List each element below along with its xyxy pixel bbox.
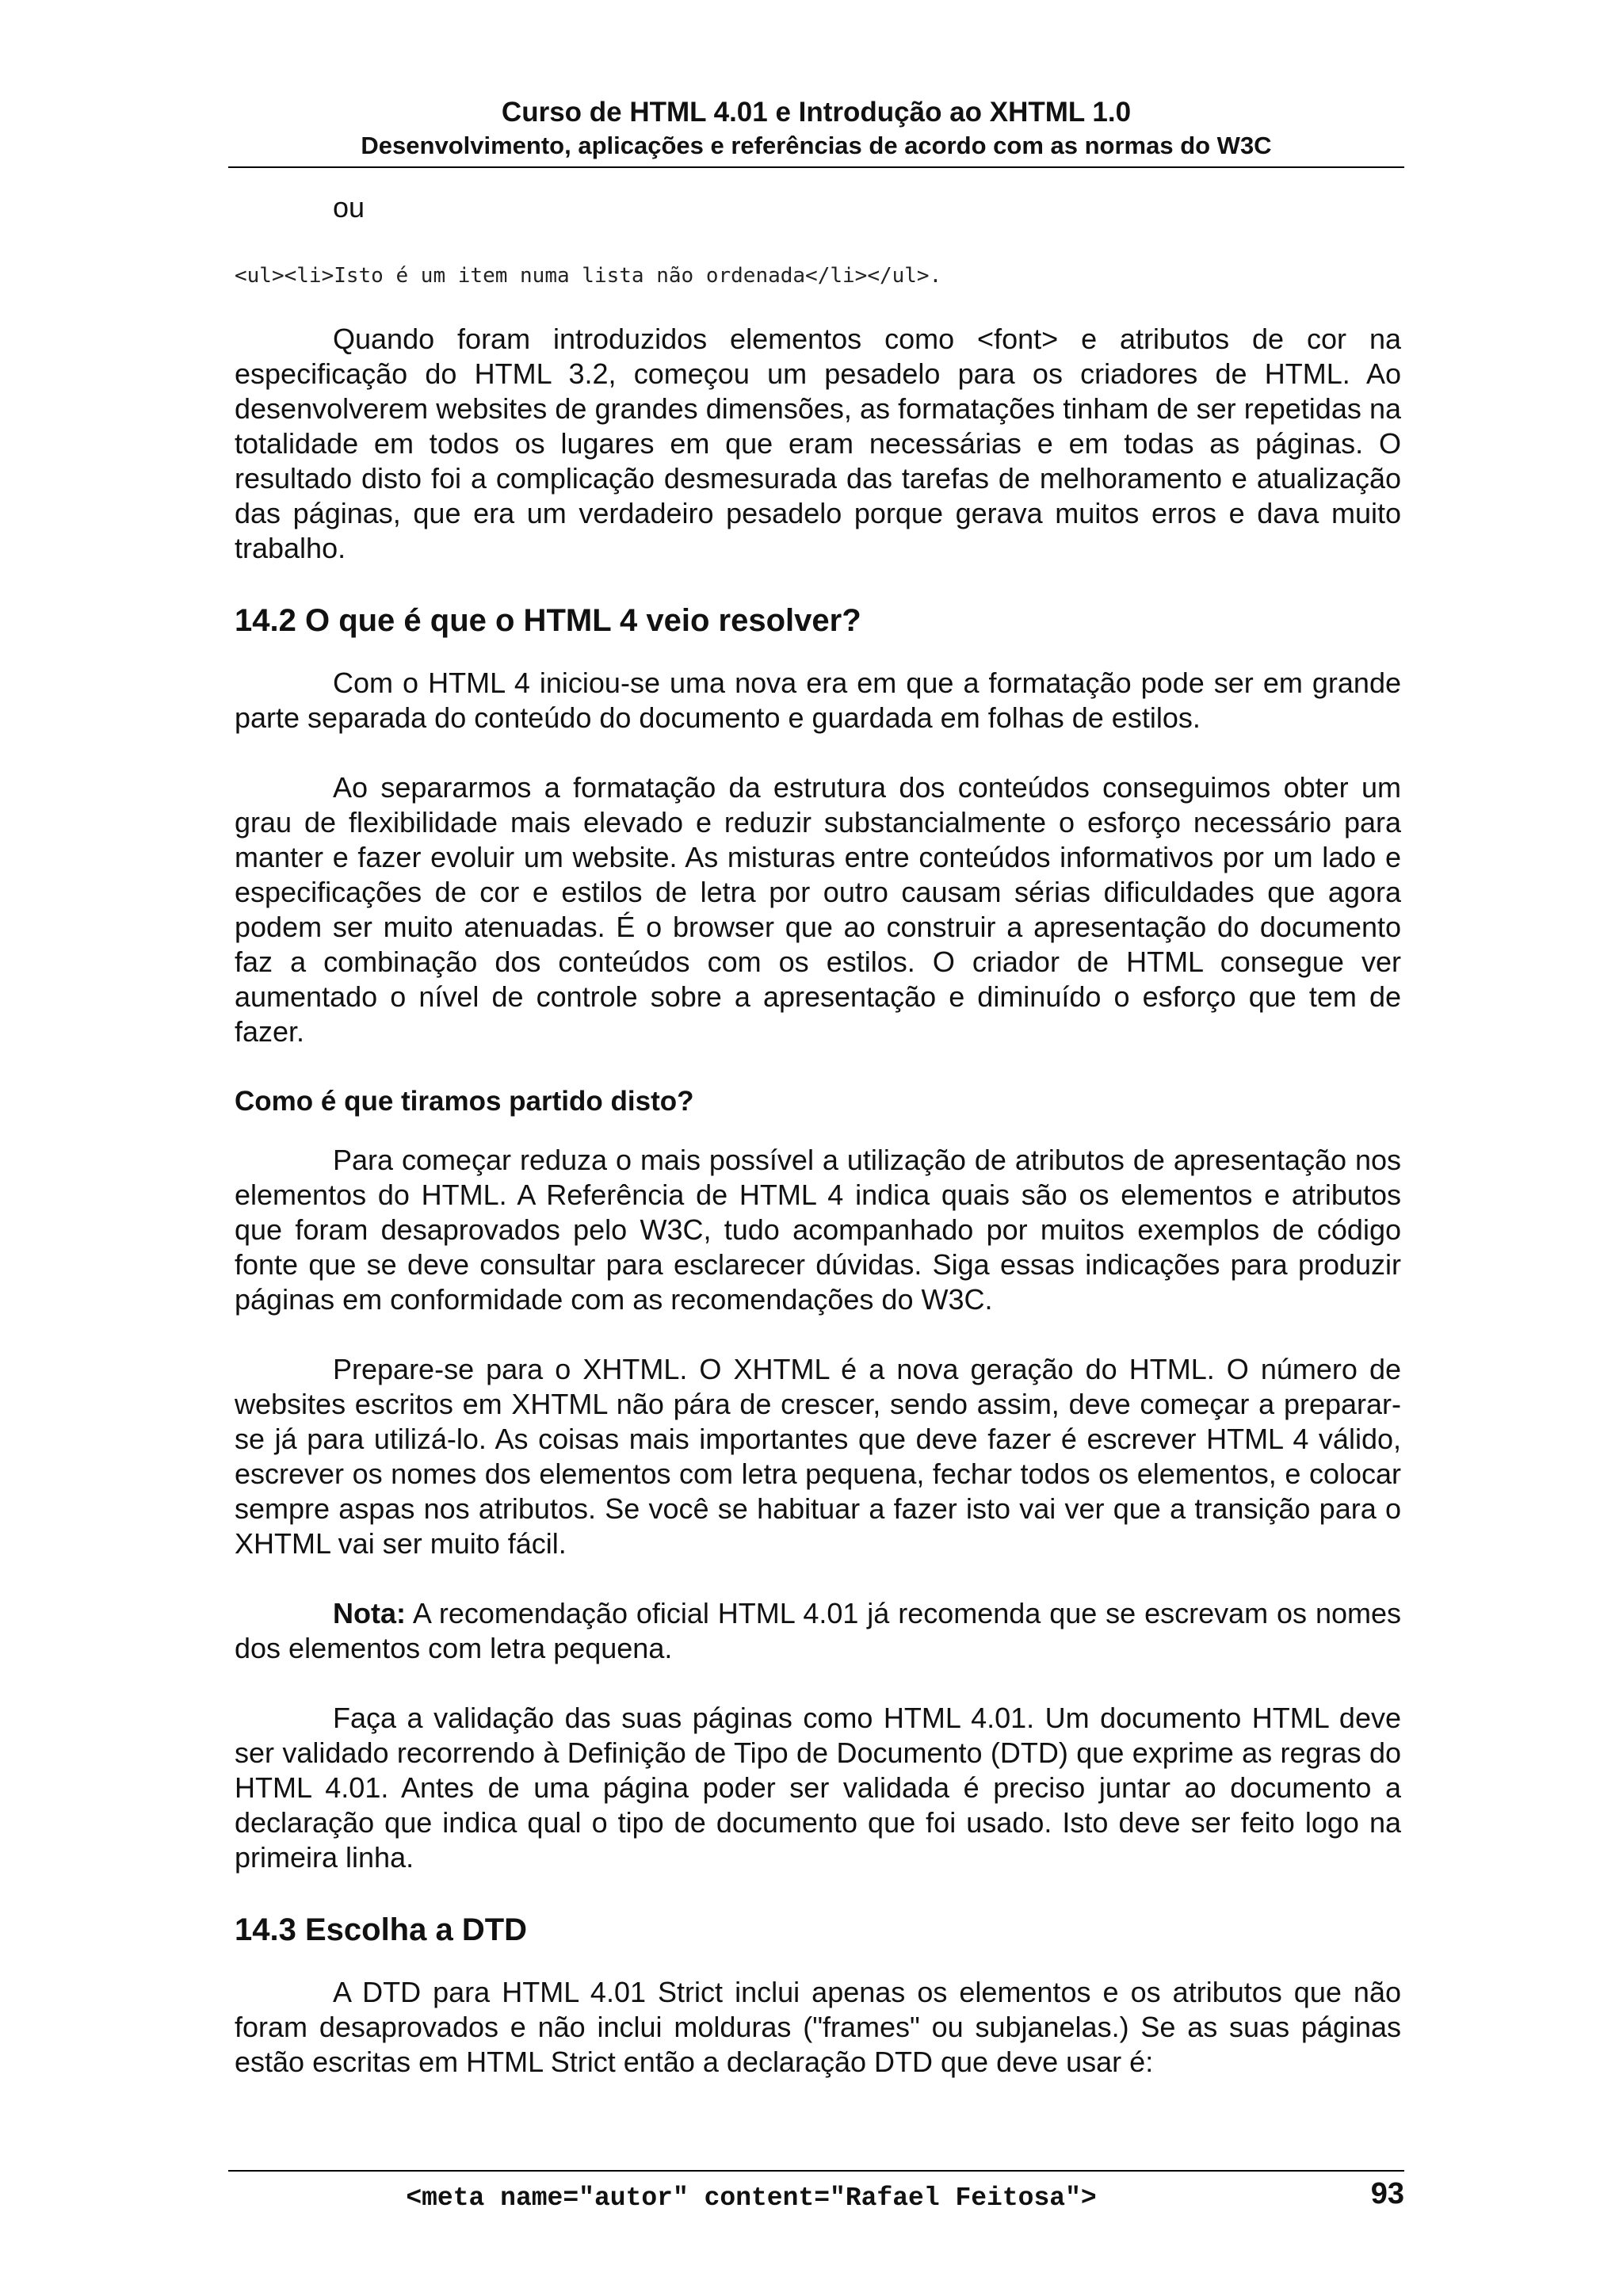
paragraph-comecar: Para começar reduza o mais possível a utilização de atributos de apresentação nos elementos do HTML. A Referência de HTML 4 indica quais são os elementos e atributos que foram desaprovados pelo W3C, tudo acompanhado por muitos exemplos de código fonte que se deve consultar para esclarecer dúvidas. Siga essas indicações para produzir páginas em conformidade com as recomendações do W3C. (235, 1144, 1401, 1316)
paragraph-validacao: Faça a validação das suas páginas como HTML 4.01. Um documento HTML deve ser validado recorrendo à Definição de Tipo de Documento (DTD) que exprime as regras do HTML 4.01. Antes de uma página poder ser validada é preciso juntar ao documento a declaração que indica qual o tipo de documento que foi usado. Isto deve ser feito logo na primeira linha. (235, 1702, 1401, 1874)
note-label: Nota: (333, 1597, 406, 1629)
note-text: A recomendação oficial HTML 4.01 já recomenda que se escrevam os nomes dos elementos com letra pequena. (235, 1597, 1401, 1664)
paragraph-html4: Com o HTML 4 iniciou-se uma nova era em que a formatação pode ser em grande parte separada do conteúdo do documento e guardada em folhas de estilos. (235, 667, 1401, 734)
section-heading-14-3: 14.3 Escolha a DTD (235, 1912, 528, 1947)
header-rule (228, 166, 1404, 168)
running-header (228, 95, 1404, 162)
paragraph-separate: Ao separarmos a formatação da estrutura dos conteúdos conseguimos obter um grau de flexibilidade mais elevado e reduzir substancialmente o esforço necessário para manter e fazer evoluir um website. As misturas entre conteúdos informativos por um lado e especificações de cor e estilos de letra por outro causam sérias dificuldades que agora podem ser muito atenuadas. É o browser que ao construir a apresentação do documento faz a combinação dos conteúdos com os estilos. O criador de HTML consegue ver aumentado o nível de controle sobre a apresentação e diminuído o esforço que tem de fazer. (235, 771, 1401, 1048)
page-content (235, 190, 1401, 2115)
connector-text: ou (333, 191, 365, 223)
paragraph-font: Quando foram introduzidos elementos como <font> e atributos de cor na especificação do HTML 3.2, começou um pesadelo para os criadores de HTML. Ao desenvolverem websites de grandes dimensões, as formatações tinham de ser repetidas na totalidade em todos os lugares em que eram necessárias e em todas as páginas. O resultado disto foi a complicação desmesurada das tarefas de melhoramento e atualização das páginas, que era um verdadeiro pesadelo porque gerava muitos erros e dava muito trabalho. (235, 323, 1401, 564)
code-example: <ul><li>Isto é um item numa lista não ordenada</li></ul>. (235, 264, 942, 288)
header-subtitle: Desenvolvimento, aplicações e referências de acordo com as normas do W3C (361, 132, 1272, 159)
subheading-partido: Como é que tiramos partido disto? (235, 1086, 694, 1117)
paragraph-dtd: A DTD para HTML 4.01 Strict inclui apenas os elementos e os atributos que não foram desaprovados e não inclui molduras ("frames" ou subjanelas.) Se as suas páginas estão escritas em HTML Strict então a declaração DTD que deve usar é: (235, 1976, 1401, 2078)
header-title: Curso de HTML 4.01 e Introdução ao XHTML 1.0 (501, 97, 1132, 128)
page-number: 93 (1370, 2177, 1404, 2210)
paragraph-prepare: Prepare-se para o XHTML. O XHTML é a nova geração do HTML. O número de websites escritos em XHTML não pára de crescer, sendo assim, deve começar a preparar-se já para utilizá-lo. As coisas mais importantes que deve fazer é escrever HTML 4 válido, escrever os nomes dos elementos com letra pequena, fechar todos os elementos, e colocar sempre aspas nos atributos. Se você se habituar a fazer isto vai ver que a transição para o XHTML vai ser muito fácil. (235, 1353, 1401, 1560)
footer-meta-tag: <meta name="autor" content="Rafael Feitosa"> (406, 2183, 1097, 2213)
paragraph-note (235, 1596, 1401, 1666)
footer-rule (228, 2170, 1404, 2172)
section-heading-14-2: 14.2 O que é que o HTML 4 veio resolver? (235, 603, 861, 638)
